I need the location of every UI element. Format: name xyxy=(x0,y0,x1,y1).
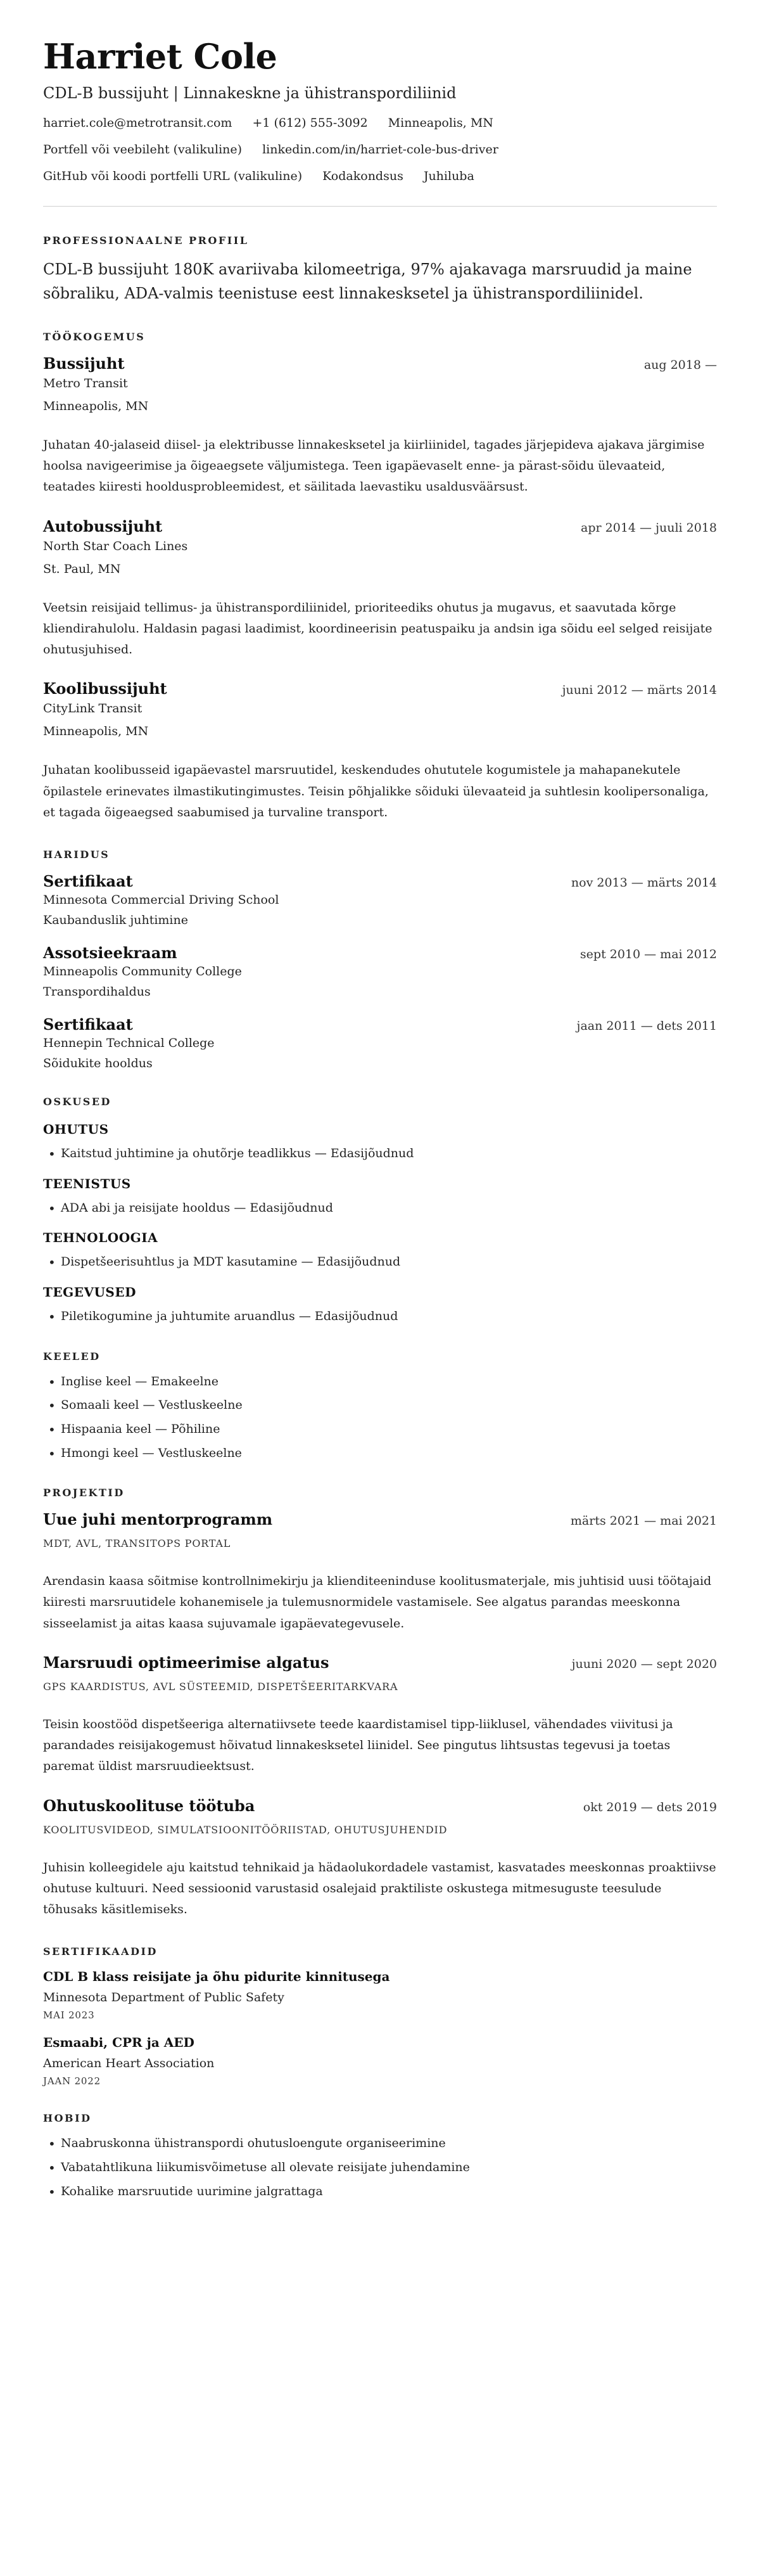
contact-line-3 xyxy=(43,169,717,183)
linkedin-link[interactable]: linkedin.com/in/harriet-cole-bus-driver xyxy=(262,143,498,157)
profile-summary: CDL-B bussijuht 180K avariivaba kilomeetriga, 97% ajakavaga marsruudid ja maine sõbraliku, ADA-valmis teenistuse eest linnakesksetel ja ühistranspordiliinidel. xyxy=(43,260,692,302)
job-dates: juuni 2012 — märts 2014 xyxy=(562,683,717,698)
resume-header xyxy=(43,38,717,183)
school-name: Minnesota Commercial Driving School xyxy=(43,893,279,907)
job-location: St. Paul, MN xyxy=(43,561,121,576)
experience-entry xyxy=(43,517,717,661)
email-link[interactable]: harriet.cole@metrotransit.com xyxy=(43,116,232,131)
skill-category: OHUTUS xyxy=(43,1122,109,1137)
skill-item: • Kaitstud juhtimine ja ohutõrje teadlikkus — Edasijõudnud xyxy=(43,1146,717,1162)
hobby-item: • Naabruskonna ühistranspordi ohutusloengute organiseerimine xyxy=(43,2136,717,2152)
education-entry xyxy=(43,872,717,927)
experience-entry xyxy=(43,354,717,498)
phone-number[interactable]: +1 (612) 555-3092 xyxy=(252,116,368,131)
skill-list xyxy=(43,1200,717,1217)
project-dates: okt 2019 — dets 2019 xyxy=(583,1800,717,1814)
experience-section xyxy=(43,331,717,823)
education-dates: jaan 2011 — dets 2011 xyxy=(576,1019,717,1034)
certificate-date: MAI 2023 xyxy=(43,2009,95,2022)
projects-section xyxy=(43,1487,717,1920)
skill-item: • ADA abi ja reisijate hooldus — Edasijõudnud xyxy=(43,1200,717,1217)
skills-section xyxy=(43,1096,717,1325)
project-entry xyxy=(43,1510,717,1634)
certificate-entry xyxy=(43,2035,717,2087)
certificate-name: CDL B klass reisijate ja õhu pidurite kinnitusega xyxy=(43,1969,390,1985)
contact-line-2 xyxy=(43,143,717,157)
degree: Assotsieekraam xyxy=(43,944,177,963)
job-title: Autobussijuht xyxy=(43,516,163,535)
experience-entry xyxy=(43,679,717,823)
hobbies-section xyxy=(43,2112,717,2200)
skill-item: • Dispetšeerisuhtlus ja MDT kasutamine — Edasijõudnud xyxy=(43,1254,717,1271)
job-title: Bussijuht xyxy=(43,354,125,373)
school-name: Hennepin Technical College xyxy=(43,1036,215,1051)
job-description: Juhatan koolibusseid igapäevastel marsruutidel, keskendudes ohututele kogumistele ja mahapanekutele õpilastele erinevates ilmastikutingimustes. Teisin põhjalikke sõiduki ülevaateid ja suhtlesin koolipersonaliga, et tagada õigeaegsed saabumised ja turvaline transport. xyxy=(43,763,709,819)
job-location: Minneapolis, MN xyxy=(43,399,149,413)
project-name: Uue juhi mentorprogramm xyxy=(43,1510,273,1529)
section-title: PROJEKTID xyxy=(43,1487,125,1499)
section-title: HOBID xyxy=(43,2112,92,2125)
certificate-name: Esmaabi, CPR ja AED xyxy=(43,2035,194,2051)
project-dates: juuni 2020 — sept 2020 xyxy=(571,1656,717,1671)
job-location: Minneapolis, MN xyxy=(43,724,149,739)
education-entry xyxy=(43,1015,717,1070)
skill-category: TEENISTUS xyxy=(43,1176,131,1191)
language-item: • Inglise keel — Emakeelne xyxy=(43,1374,717,1390)
job-dates: aug 2018 — xyxy=(643,357,717,372)
skill-item: • Piletikogumine ja juhtumite aruandlus — Edasijõudnud xyxy=(43,1309,717,1325)
hobby-item: • Vabatahtlikuna liikumisvõimetuse all olevate reisijate juhendamine xyxy=(43,2160,717,2176)
skill-category: TEHNOLOOGIA xyxy=(43,1230,158,1246)
skill-category: TEGEVUSED xyxy=(43,1284,136,1300)
project-entry xyxy=(43,1653,717,1778)
skill-list xyxy=(43,1254,717,1271)
job-description: Juhatan 40-jalaseid diisel- ja elektribusse linnakesksetel ja kiirliinidel, tagades järjepideva ajakava järgimise hoolsa navigeerimise ja õigeaegsete väljumistega. Teen igapäevaselt enne- ja pärast-sõidu ülevaateid, teatades kiiresti hooldusprobleemidest, et säilitada laevastiku usaldusväärsust. xyxy=(43,437,705,494)
section-title: SERTIFIKAADID xyxy=(43,1945,158,1958)
section-title: KEELED xyxy=(43,1350,101,1362)
project-tech: MDT, AVL, TRANSITOPS PORTAL xyxy=(43,1537,231,1550)
field-of-study: Sõidukite hooldus xyxy=(43,1056,153,1071)
contact-line-1 xyxy=(43,116,717,130)
skill-list xyxy=(43,1146,717,1162)
language-list xyxy=(43,1374,717,1462)
project-tech: KOOLITUSVIDEOD, SIMULATSIOONITÖÖRIISTAD, OHUTUSJUHENDID xyxy=(43,1823,448,1836)
degree: Sertifikaat xyxy=(43,872,133,891)
company-name: Metro Transit xyxy=(43,376,128,390)
language-item: • Hmongi keel — Vestluskeelne xyxy=(43,1445,717,1462)
citizenship: Kodakondsus xyxy=(322,169,403,184)
section-title: HARIDUS xyxy=(43,849,110,861)
hobby-item: • Kohalike marsruutide uurimine jalgrattaga xyxy=(43,2184,717,2200)
education-dates: sept 2010 — mai 2012 xyxy=(580,947,717,962)
company-name: North Star Coach Lines xyxy=(43,539,188,553)
languages-section xyxy=(43,1350,717,1462)
job-dates: apr 2014 — juuli 2018 xyxy=(581,520,717,535)
project-description: Juhisin kolleegidele aju kaitstud tehnikaid ja hädaolukordadele vastamist, kasvatades meeskonnas proaktiivse ohutuse kultuuri. Need sessioonid varustasid osalejaid praktiliste oskustega mitmesuguste teesulude tõhusaks käsitlemiseks. xyxy=(43,1860,716,1917)
school-name: Minneapolis Community College xyxy=(43,964,242,979)
project-name: Ohutuskoolituse töötuba xyxy=(43,1796,255,1815)
github-link[interactable]: GitHub või koodi portfelli URL (valikuline) xyxy=(43,169,303,184)
project-description: Arendasin kaasa sõitmise kontrollnimekirju ja klienditeeninduse koolitusmaterjale, mis juhtisid uusi töötajaid kiiresti marsruutidele kohanemisele ja tulemusnormidele vastamisele. See algatus parandas meeskonna sisseelamist ja aitas kaasa sujuvamale igapäevategevusele. xyxy=(43,1574,712,1631)
certificate-entry xyxy=(43,1969,717,2021)
field-of-study: Transpordihaldus xyxy=(43,985,151,999)
education-dates: nov 2013 — märts 2014 xyxy=(571,876,717,890)
project-description: Teisin koostööd dispetšeeriga alternatiivsete teede kaardistamisel tipp-liiklusel, vähendades viivitusi ja parandades reisijakogemust hõivatud linnakesksetel liinidel. See pingutus lihtsustas tegevusi ja toetas paremat üldist marsruudieektsust. xyxy=(43,1717,673,1774)
skill-list xyxy=(43,1309,717,1325)
headline: CDL-B bussijuht | Linnakeskne ja ühistranspordiliinid xyxy=(43,84,457,103)
project-dates: märts 2021 — mai 2021 xyxy=(570,1514,717,1528)
language-item: • Hispaania keel — Põhiline xyxy=(43,1421,717,1438)
degree: Sertifikaat xyxy=(43,1015,133,1034)
project-entry xyxy=(43,1797,717,1921)
header-divider xyxy=(43,206,717,207)
profile-section xyxy=(43,234,717,305)
section-title: TÖÖKOGEMUS xyxy=(43,330,146,343)
project-tech: GPS KAARDISTUS, AVL SÜSTEEMID, DISPETŠEERITARKVARA xyxy=(43,1680,398,1693)
job-description: Veetsin reisijaid tellimus- ja ühistranspordiliinidel, prioriteediks ohutus ja mugavus, et saavutada kõrge kliendirahulolu. Haldasin pagasi laadimist, koordineerisin peatuspaiku ja andsin iga sõidu eel selged reisijate ohutusjuhised. xyxy=(43,600,712,657)
certificate-date: JAAN 2022 xyxy=(43,2075,101,2087)
certificate-issuer: American Heart Association xyxy=(43,2056,215,2071)
education-section xyxy=(43,849,717,1070)
company-name: CityLink Transit xyxy=(43,702,142,716)
drivers-license: Juhiluba xyxy=(423,169,474,184)
location: Minneapolis, MN xyxy=(388,116,493,131)
hobby-list xyxy=(43,2136,717,2200)
language-item: • Somaali keel — Vestluskeelne xyxy=(43,1397,717,1414)
candidate-name: Harriet Cole xyxy=(43,36,277,77)
project-name: Marsruudi optimeerimise algatus xyxy=(43,1653,329,1672)
certificates-section xyxy=(43,1945,717,2087)
section-title: OSKUSED xyxy=(43,1096,111,1108)
certificate-issuer: Minnesota Department of Public Safety xyxy=(43,1990,284,2005)
job-title: Koolibussijuht xyxy=(43,679,167,698)
section-title: PROFESSIONAALNE PROFIIL xyxy=(43,234,249,247)
education-entry xyxy=(43,944,717,999)
field-of-study: Kaubanduslik juhtimine xyxy=(43,913,188,928)
portfolio-link[interactable]: Portfell või veebileht (valikuline) xyxy=(43,143,243,157)
